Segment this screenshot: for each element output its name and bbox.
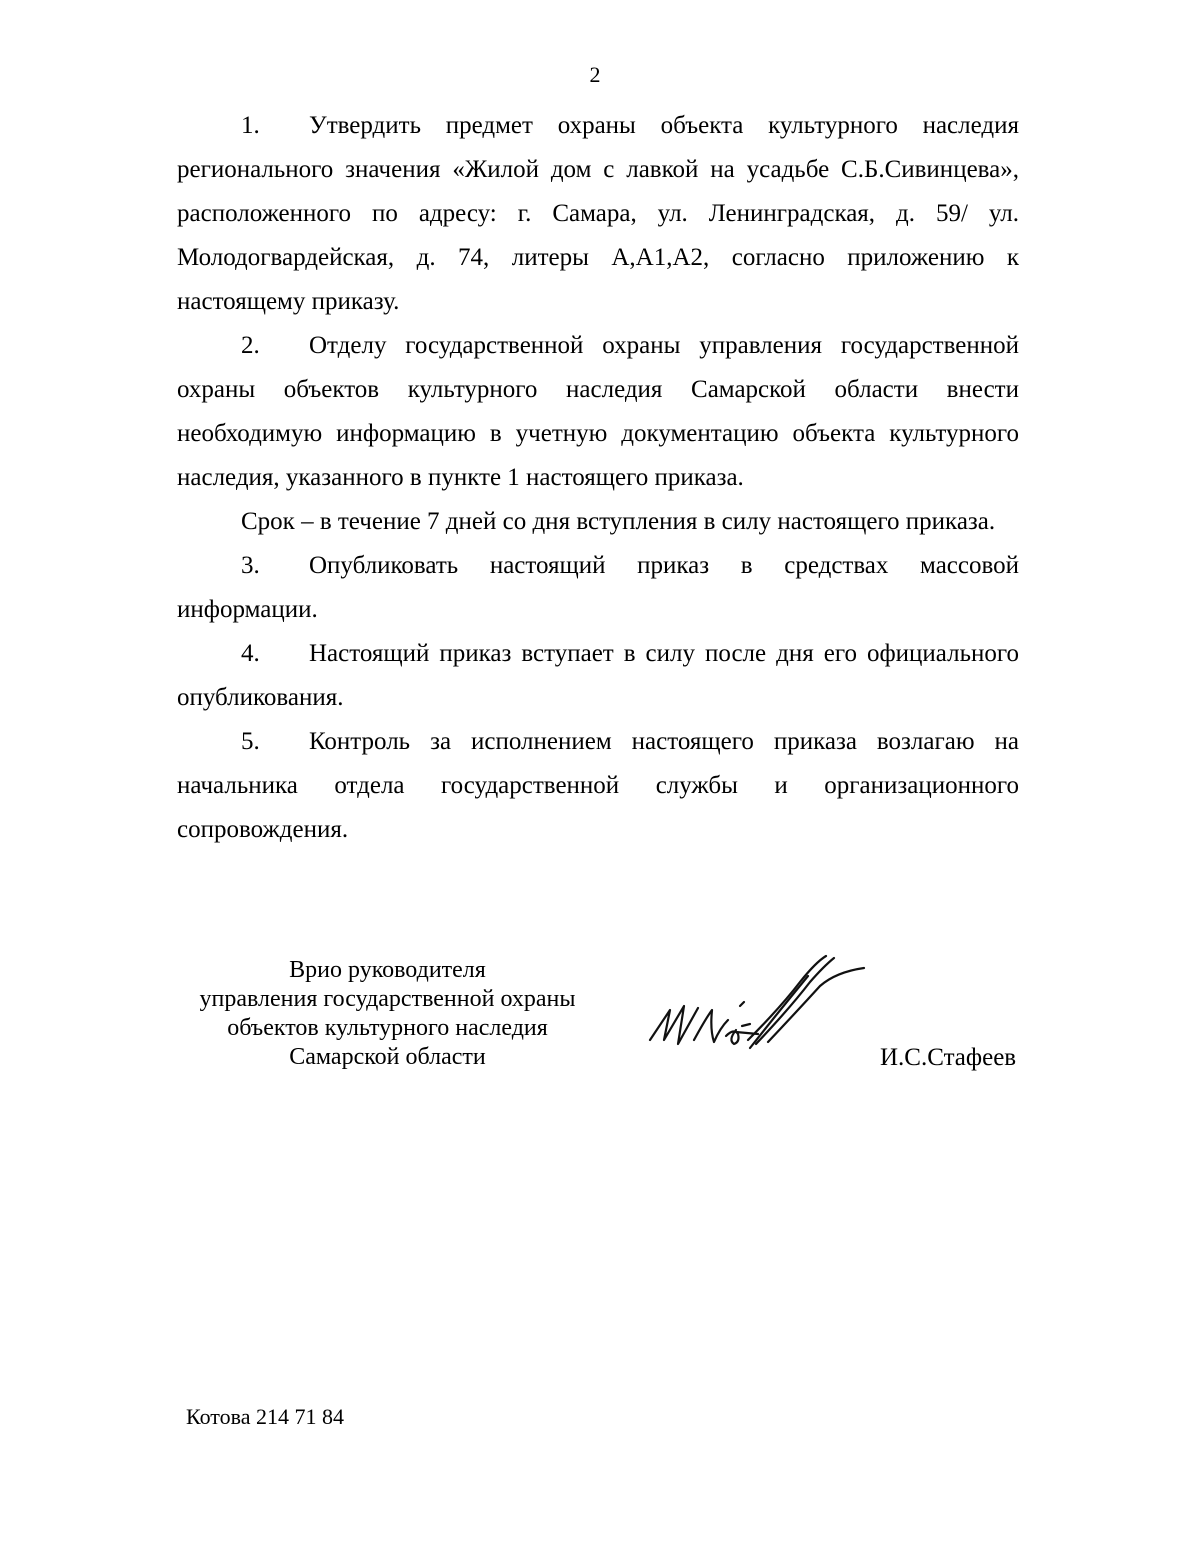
signer-title-line: объектов культурного наследия [227, 1015, 548, 1041]
item-text: Контроль за исполнением настоящего приказа возлагаю на начальника отдела государственной службы и организационного сопровождения. [177, 728, 1019, 843]
item-number: 1. [241, 112, 260, 139]
order-item-1 [177, 104, 1019, 324]
signer-title [170, 956, 605, 1072]
executor-contact: Котова 214 71 84 [186, 1404, 344, 1429]
item-text: Опубликовать настоящий приказ в средствах массовой информации. [177, 552, 1019, 623]
deadline-term: Срок – в течение 7 дней со дня вступления в силу настоящего приказа. [241, 508, 996, 535]
item-number: 5. [241, 728, 260, 755]
item-number: 4. [241, 640, 260, 667]
handwritten-signature [640, 948, 880, 1078]
order-item-4 [177, 632, 1019, 720]
item-text: Настоящий приказ вступает в силу после дня его официального опубликования. [177, 640, 1019, 711]
signer-title-line: Самарской области [289, 1044, 486, 1070]
signer-title-line: Врио руководителя [289, 957, 486, 983]
item-text: Отделу государственной охраны управления государственной охраны объектов культурного наследия Самарской области внести необходимую информацию в учетную документацию объекта культурного наследия, указанного в пункте 1 настоящего приказа. [177, 332, 1019, 491]
item-text: Утвердить предмет охраны объекта культурного наследия регионального значения «Жилой дом с лавкой на усадьбе С.Б.Сивинцева», расположенного по адресу: г. Самара, ул. Ленинградская, д. 59/ ул. Молодогвардейская, д. 74, литеры А,А1,А2, согласно приложению к настоящему приказу. [177, 112, 1019, 315]
signer-title-line: управления государственной охраны [199, 986, 576, 1012]
order-item-2 [177, 324, 1019, 500]
order-item-3 [177, 544, 1019, 632]
item-number: 2. [241, 332, 260, 359]
order-item-5 [177, 720, 1019, 852]
item-number: 3. [241, 552, 260, 579]
order-body [177, 104, 1019, 852]
signer-name: И.С.Стафеев [880, 1044, 1017, 1071]
page-number: 2 [589, 62, 601, 87]
